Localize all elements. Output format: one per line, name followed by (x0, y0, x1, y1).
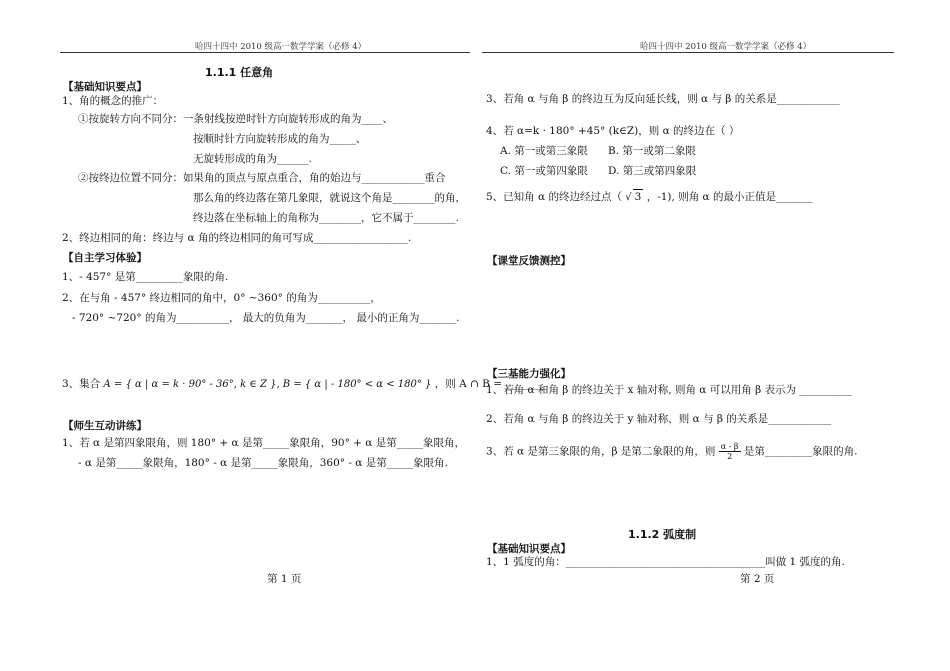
p2-s5-q3-post: 是第_________象限的角. (743, 445, 858, 458)
page1-footer: 第 1 页 (267, 573, 302, 585)
p1-s1-q1: 1、角的概念的推广： (62, 95, 164, 107)
p2-q4-c: C. 第一或第四象限 (500, 165, 588, 177)
p1-s2-q2b: - 720° ~720° 的角为__________， 最大的负角为_______， 最小的正角为_______. (72, 312, 460, 324)
p1-s1-q1-d: ②按终边位置不同分：如果角的顶点与原点重合，角的始边与____________重合 (78, 172, 446, 184)
p1-s2-q3 (62, 377, 547, 392)
p2-q4-d: D. 第三或第四象限 (608, 165, 697, 177)
p2-q4-a: A. 第一或第三象限 (500, 145, 588, 157)
p1-s1-q1-e: 那么角的终边落在第几象限，就说这个角是________的角， (193, 192, 466, 204)
p2-q5-post: ，-1), 则角 α 的最小正值是_______ (646, 191, 813, 203)
p2-q5: 5、已知角 α 的终边经过点（ √ 3 ，-1), 则角 α 的最小正值是_______ (486, 191, 813, 203)
p2-s5-q3 (486, 442, 857, 461)
p1-s1-q2: 2、终边相同的角：终边与 α 角的终边相同的角可写成__________________. (62, 232, 412, 244)
p1-s1-q1-f: 终边落在坐标轴上的角称为________，它不属于________. (193, 212, 459, 224)
header-right: 哈四十四中 2010 级高一数学学案（必修 4） (640, 42, 812, 52)
p1-s1-q1-b: 按顺时针方向旋转形成的角为_____、 (193, 133, 367, 145)
p1-s1-q1-c: 无旋转形成的角为______. (193, 153, 312, 165)
p1-s2-q3-pre: 3、集合 (62, 378, 101, 390)
p2-s5-q3-num: α - β (720, 442, 739, 451)
page1-title: 1.1.1 任意角 (205, 66, 274, 79)
section-feedback: 【课堂反馈测控】 (487, 255, 571, 267)
p2-q5-sqrt: 3 (634, 191, 642, 203)
page2-title: 1.1.2 弧度制 (628, 528, 697, 541)
p2-q5-pre: 5、已知角 α 的终边经过点（ (486, 191, 622, 203)
p1-s2-q3-post: ，则 A ∩ B = ________ (434, 378, 548, 390)
section-self-study: 【自主学习体验】 (63, 252, 147, 264)
header-rule-right (482, 52, 894, 53)
p2-s5-q1: 1、若角 α 和角 β 的终边关于 x 轴对称, 则角 α 可以用角 β 表示为 __________ (486, 384, 852, 396)
p2-s5-q3-den: 2 (727, 452, 733, 461)
page2-footer: 第 2 页 (740, 573, 775, 585)
p2-q4: 4、若 α=k · 180° +45° (k∈Z)，则 α 的终边在（ ） (486, 125, 740, 137)
section-ability: 【三基能力强化】 (487, 368, 571, 380)
p2-s5-q3-pre: 3、若 α 是第三象限的角，β 是第二象限的角，则 (486, 445, 716, 458)
p1-s2-q2: 2、在与角 - 457° 终边相同的角中，0° ~360° 的角为__________， (62, 292, 381, 304)
p1-s3-q1: 1、若 α 是第四象限角，则 180° + α 是第_____象限角，90° + α 是第_____象限角， (62, 437, 465, 449)
section-interactive-practice: 【师生互动讲练】 (63, 420, 147, 432)
p2-s5-q2: 2、若角 α 与角 β 的终边关于 y 轴对称，则 α 与 β 的关系是____________ (486, 413, 832, 425)
section-basic-knowledge-2: 【基础知识要点】 (487, 543, 571, 555)
p2-q3: 3、若角 α 与角 β 的终边互为反向延长线，则 α 与 β 的关系是____________ (486, 93, 840, 105)
header-left: 哈四十四中 2010 级高一数学学案（必修 4） (195, 42, 367, 52)
p1-s2-q1: 1、- 457° 是第_________象限的角. (62, 271, 229, 283)
p2-s6-q1: 1、1 弧度的角：______________________________________叫做 1 弧度的角. (486, 556, 845, 568)
p1-s3-q1b: - α 是第_____象限角，180° - α 是第_____象限角，360° - α 是第_____象限角. (78, 457, 448, 469)
section-basic-knowledge: 【基础知识要点】 (63, 81, 147, 93)
p2-q4-b: B. 第一或第二象限 (608, 145, 696, 157)
p1-s1-q1-a: ①按旋转方向不同分：一条射线按逆时针方向旋转形成的角为____、 (78, 113, 393, 125)
p2-s5-q3-fraction (719, 442, 741, 461)
header-rule-left (60, 52, 470, 53)
p1-s2-q3-set: A = { α | α = k · 90° - 36°, k ∈ Z }, B = { α | - 180° < α < 180° } (103, 379, 432, 390)
